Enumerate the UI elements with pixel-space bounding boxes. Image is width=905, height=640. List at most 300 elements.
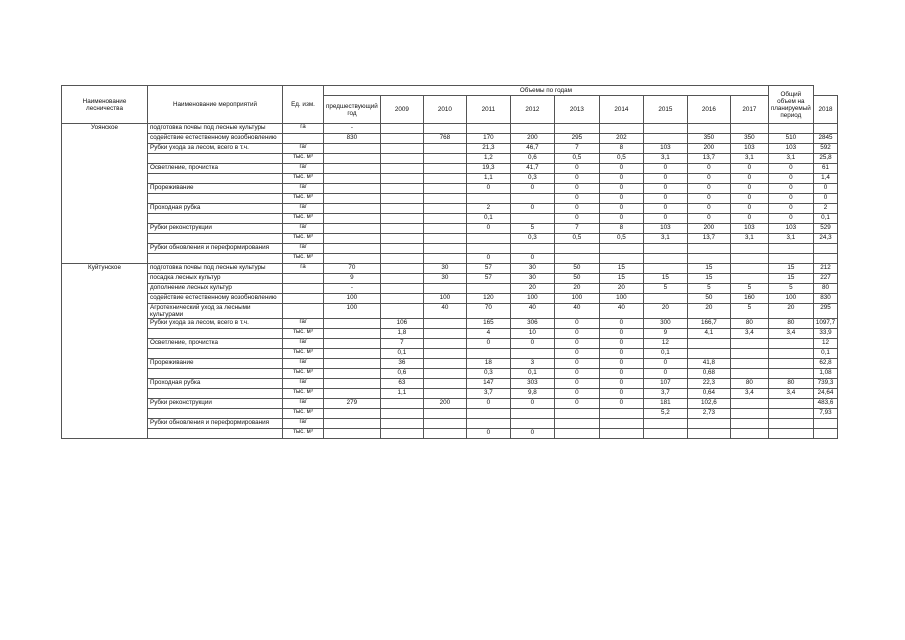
value-cell: 1,4 — [813, 174, 837, 184]
value-cell: 33,9 — [813, 329, 837, 339]
value-cell — [768, 244, 813, 254]
value-cell — [423, 284, 466, 294]
value-cell — [730, 124, 768, 134]
value-cell: 0 — [599, 359, 643, 369]
value-cell: 36 — [380, 359, 423, 369]
value-cell — [510, 214, 554, 224]
table-row — [62, 254, 838, 264]
value-cell: 100 — [768, 294, 813, 304]
value-cell: 20 — [768, 304, 813, 319]
value-cell — [380, 224, 423, 234]
value-cell — [423, 339, 466, 349]
activity-name: Прореживание — [148, 359, 283, 369]
value-cell — [510, 244, 554, 254]
value-cell: 0 — [599, 319, 643, 329]
value-cell — [324, 369, 381, 379]
value-cell: 0,1 — [813, 349, 837, 359]
table-row — [62, 349, 838, 359]
activity-name — [148, 409, 283, 419]
value-cell: 0 — [554, 349, 599, 359]
value-cell: - — [324, 124, 381, 134]
value-cell: 19,3 — [466, 164, 510, 174]
value-cell: 0 — [768, 184, 813, 194]
table-row — [62, 194, 838, 204]
value-cell: 592 — [813, 144, 837, 154]
activity-name: содействие естественному возобновлению — [148, 294, 283, 304]
value-cell — [423, 244, 466, 254]
activity-name: посадка лесных культур — [148, 274, 283, 284]
activity-name: Агротехнический уход за лесными культурами — [148, 304, 283, 319]
activity-name — [148, 349, 283, 359]
value-cell — [380, 184, 423, 194]
unit-cell: тыс. м³ — [283, 234, 324, 244]
unit-cell: тыс. м³ — [283, 389, 324, 399]
value-cell: 0 — [687, 204, 730, 214]
value-cell: 0,5 — [599, 154, 643, 164]
value-cell: 0 — [643, 214, 687, 224]
value-cell: 15 — [768, 274, 813, 284]
unit-cell: га — [283, 124, 324, 134]
header-prev-year: предшествующий год — [324, 96, 381, 124]
value-cell — [687, 429, 730, 439]
value-cell: 62,8 — [813, 359, 837, 369]
value-cell: 200 — [423, 399, 466, 409]
value-cell: 13,7 — [687, 234, 730, 244]
activity-name: Рубки реконструкции — [148, 224, 283, 234]
value-cell: 4 — [466, 329, 510, 339]
value-cell: 7 — [554, 224, 599, 234]
activity-name: подготовка почвы под лесные культуры — [148, 124, 283, 134]
value-cell — [466, 349, 510, 359]
value-cell — [324, 214, 381, 224]
value-cell: 0 — [687, 164, 730, 174]
value-cell — [423, 319, 466, 329]
value-cell — [423, 379, 466, 389]
table-row — [62, 419, 838, 429]
value-cell: 102,6 — [687, 399, 730, 409]
value-cell: 63 — [380, 379, 423, 389]
value-cell: 212 — [813, 264, 837, 274]
value-cell: 295 — [554, 134, 599, 144]
value-cell: 107 — [643, 379, 687, 389]
value-cell: 0,6 — [380, 369, 423, 379]
header-year: 2009 — [380, 96, 423, 124]
value-cell — [423, 194, 466, 204]
value-cell — [380, 144, 423, 154]
value-cell — [687, 339, 730, 349]
value-cell: 103 — [643, 144, 687, 154]
unit-cell: га/ — [283, 379, 324, 389]
value-cell — [423, 174, 466, 184]
value-cell — [380, 284, 423, 294]
value-cell: 40 — [423, 304, 466, 319]
value-cell: 306 — [510, 319, 554, 329]
value-cell — [324, 419, 381, 429]
unit-cell — [283, 134, 324, 144]
value-cell — [380, 134, 423, 144]
value-cell: 0 — [599, 164, 643, 174]
value-cell: 303 — [510, 379, 554, 389]
header-total: Общий объем на планируемый период — [768, 86, 813, 124]
activity-name: Проходная рубка — [148, 379, 283, 389]
value-cell: 2 — [813, 204, 837, 214]
value-cell: 21,3 — [466, 144, 510, 154]
value-cell — [324, 154, 381, 164]
value-cell — [730, 429, 768, 439]
header-year: 2011 — [466, 96, 510, 124]
table-row — [62, 174, 838, 184]
unit-cell: тыс. м³ — [283, 194, 324, 204]
value-cell: 57 — [466, 264, 510, 274]
value-cell: 0 — [730, 174, 768, 184]
value-cell — [768, 399, 813, 409]
value-cell: 3,7 — [643, 389, 687, 399]
value-cell: 3,4 — [768, 389, 813, 399]
value-cell — [730, 419, 768, 429]
forestry-name: Куйтунское — [62, 264, 148, 439]
value-cell: 0,64 — [687, 389, 730, 399]
value-cell: 7 — [554, 144, 599, 154]
value-cell — [423, 204, 466, 214]
value-cell: 120 — [466, 294, 510, 304]
value-cell: 0,1 — [466, 214, 510, 224]
value-cell: 4,1 — [687, 329, 730, 339]
table-row — [62, 144, 838, 154]
value-cell: 0 — [554, 174, 599, 184]
activity-name: Проходная рубка — [148, 204, 283, 214]
table-row — [62, 184, 838, 194]
value-cell: 24,64 — [813, 389, 837, 399]
value-cell — [423, 429, 466, 439]
value-cell: 279 — [324, 399, 381, 409]
value-cell: 50 — [554, 264, 599, 274]
value-cell: 3,1 — [768, 234, 813, 244]
value-cell: 8 — [599, 144, 643, 154]
value-cell: 2,73 — [687, 409, 730, 419]
value-cell: 0 — [554, 319, 599, 329]
unit-cell: тыс. м³ — [283, 369, 324, 379]
value-cell — [466, 284, 510, 294]
table-row — [62, 379, 838, 389]
value-cell — [423, 359, 466, 369]
value-cell: 0,5 — [599, 234, 643, 244]
value-cell: 100 — [324, 304, 381, 319]
header-by-years: Объемы по годам — [324, 86, 769, 96]
value-cell: 0 — [554, 389, 599, 399]
value-cell: 0 — [554, 329, 599, 339]
value-cell: 0 — [599, 399, 643, 409]
value-cell: 165 — [466, 319, 510, 329]
value-cell: 30 — [510, 264, 554, 274]
activity-name: Рубки ухода за лесом, всего в т.ч. — [148, 319, 283, 329]
value-cell — [380, 264, 423, 274]
unit-cell — [283, 294, 324, 304]
table-row — [62, 164, 838, 174]
value-cell: 12 — [813, 339, 837, 349]
value-cell — [423, 419, 466, 429]
value-cell: 0 — [599, 194, 643, 204]
value-cell: 0,5 — [554, 154, 599, 164]
value-cell: 103 — [768, 144, 813, 154]
activity-name — [148, 389, 283, 399]
value-cell — [687, 124, 730, 134]
value-cell — [643, 134, 687, 144]
value-cell: 7 — [380, 339, 423, 349]
value-cell: 5 — [687, 284, 730, 294]
value-cell: 15 — [687, 274, 730, 284]
value-cell — [730, 349, 768, 359]
value-cell: 80 — [768, 319, 813, 329]
value-cell: 40 — [554, 304, 599, 319]
value-cell — [768, 369, 813, 379]
value-cell: 12 — [643, 339, 687, 349]
value-cell — [324, 164, 381, 174]
value-cell: 0 — [599, 379, 643, 389]
value-cell — [324, 234, 381, 244]
unit-cell — [283, 274, 324, 284]
value-cell — [510, 409, 554, 419]
value-cell: 0 — [554, 204, 599, 214]
value-cell: 100 — [510, 294, 554, 304]
value-cell: 3,1 — [768, 154, 813, 164]
value-cell: 0 — [687, 194, 730, 204]
value-cell: 3,1 — [643, 154, 687, 164]
value-cell: 0 — [687, 214, 730, 224]
value-cell — [324, 359, 381, 369]
value-cell — [466, 124, 510, 134]
value-cell — [599, 124, 643, 134]
value-cell: 5 — [730, 304, 768, 319]
value-cell: 0 — [466, 224, 510, 234]
value-cell — [768, 339, 813, 349]
value-cell: 70 — [324, 264, 381, 274]
value-cell: 0 — [643, 174, 687, 184]
value-cell — [380, 304, 423, 319]
value-cell: 103 — [643, 224, 687, 234]
value-cell: 0 — [643, 164, 687, 174]
value-cell: 100 — [599, 294, 643, 304]
header-unit: Ед. изм. — [283, 86, 324, 124]
table-row — [62, 284, 838, 294]
unit-cell: тыс. м³ — [283, 409, 324, 419]
value-cell: 3,1 — [730, 154, 768, 164]
value-cell: 0 — [466, 429, 510, 439]
value-cell: 0 — [510, 429, 554, 439]
table-row — [62, 389, 838, 399]
value-cell: 103 — [768, 224, 813, 234]
header-year: 2015 — [643, 96, 687, 124]
value-cell — [554, 124, 599, 134]
value-cell — [768, 409, 813, 419]
value-cell: 0,1 — [643, 349, 687, 359]
value-cell: 70 — [466, 304, 510, 319]
value-cell: 0 — [510, 184, 554, 194]
unit-cell — [283, 284, 324, 294]
value-cell: 0 — [466, 254, 510, 264]
value-cell — [324, 429, 381, 439]
value-cell: 50 — [554, 274, 599, 284]
activity-name — [148, 369, 283, 379]
value-cell — [687, 349, 730, 359]
value-cell: 0,1 — [813, 214, 837, 224]
value-cell: 350 — [730, 134, 768, 144]
value-cell — [324, 339, 381, 349]
value-cell: 202 — [599, 134, 643, 144]
value-cell — [324, 254, 381, 264]
value-cell — [466, 194, 510, 204]
activity-name: Рубки реконструкции — [148, 399, 283, 409]
value-cell — [466, 244, 510, 254]
value-cell: 768 — [423, 134, 466, 144]
value-cell: 30 — [423, 274, 466, 284]
value-cell: 0 — [599, 174, 643, 184]
value-cell: 0 — [554, 194, 599, 204]
value-cell — [730, 369, 768, 379]
header-year: 2013 — [554, 96, 599, 124]
value-cell: - — [324, 284, 381, 294]
forestry-volume-table — [61, 85, 838, 439]
value-cell — [423, 329, 466, 339]
unit-cell: тыс. м³ — [283, 349, 324, 359]
value-cell — [466, 419, 510, 429]
table-row — [62, 264, 838, 274]
unit-cell: тыс. м³ — [283, 154, 324, 164]
value-cell: 3,4 — [768, 329, 813, 339]
header-year: 2014 — [599, 96, 643, 124]
value-cell: 80 — [730, 379, 768, 389]
value-cell: 5 — [510, 224, 554, 234]
value-cell: 0 — [768, 214, 813, 224]
value-cell: 300 — [643, 319, 687, 329]
value-cell — [643, 419, 687, 429]
value-cell: 0 — [599, 204, 643, 214]
value-cell: 0 — [510, 339, 554, 349]
value-cell: 0 — [768, 204, 813, 214]
value-cell — [380, 274, 423, 284]
value-cell: 100 — [423, 294, 466, 304]
value-cell: 295 — [813, 304, 837, 319]
value-cell: 0 — [554, 399, 599, 409]
value-cell: 0 — [643, 369, 687, 379]
value-cell: 350 — [687, 134, 730, 144]
value-cell — [324, 319, 381, 329]
value-cell — [380, 419, 423, 429]
value-cell: 830 — [324, 134, 381, 144]
value-cell — [730, 274, 768, 284]
value-cell — [324, 244, 381, 254]
activity-name: Рубки обновления и переформирования — [148, 244, 283, 254]
value-cell: 7,93 — [813, 409, 837, 419]
value-cell — [643, 264, 687, 274]
value-cell: 0 — [554, 359, 599, 369]
value-cell — [599, 254, 643, 264]
value-cell: 9 — [643, 329, 687, 339]
value-cell: 0 — [813, 194, 837, 204]
value-cell: 103 — [730, 144, 768, 154]
value-cell: 5 — [730, 284, 768, 294]
value-cell: 5,2 — [643, 409, 687, 419]
value-cell — [510, 349, 554, 359]
value-cell — [466, 234, 510, 244]
value-cell: 0 — [599, 349, 643, 359]
value-cell: 0 — [813, 184, 837, 194]
value-cell: 15 — [687, 264, 730, 274]
value-cell: 3,4 — [730, 329, 768, 339]
value-cell — [324, 329, 381, 339]
value-cell: 0 — [510, 254, 554, 264]
table-row — [62, 409, 838, 419]
value-cell: 0 — [643, 194, 687, 204]
header-year: 2010 — [423, 96, 466, 124]
value-cell — [730, 399, 768, 409]
value-cell — [730, 264, 768, 274]
value-cell — [324, 184, 381, 194]
value-cell — [510, 419, 554, 429]
value-cell — [643, 254, 687, 264]
value-cell — [423, 369, 466, 379]
value-cell: 15 — [599, 274, 643, 284]
activity-name: Рубки обновления и переформирования — [148, 419, 283, 429]
value-cell — [730, 409, 768, 419]
value-cell: 0 — [643, 359, 687, 369]
data-table — [61, 85, 838, 439]
value-cell — [510, 194, 554, 204]
value-cell — [643, 294, 687, 304]
value-cell: 40 — [510, 304, 554, 319]
value-cell — [554, 254, 599, 264]
value-cell — [380, 174, 423, 184]
value-cell — [687, 254, 730, 264]
value-cell — [768, 349, 813, 359]
activity-name: подготовка почвы под лесные культуры — [148, 264, 283, 274]
value-cell — [554, 429, 599, 439]
value-cell: 147 — [466, 379, 510, 389]
value-cell: 80 — [730, 319, 768, 329]
value-cell: 40 — [599, 304, 643, 319]
value-cell — [554, 419, 599, 429]
value-cell — [423, 214, 466, 224]
value-cell: 20 — [510, 284, 554, 294]
value-cell: 0 — [466, 339, 510, 349]
value-cell: 57 — [466, 274, 510, 284]
value-cell: 0 — [730, 164, 768, 174]
value-cell: 20 — [643, 304, 687, 319]
value-cell: 15 — [599, 264, 643, 274]
unit-cell: га/ — [283, 399, 324, 409]
value-cell — [380, 254, 423, 264]
unit-cell: га — [283, 264, 324, 274]
table-row — [62, 234, 838, 244]
value-cell — [554, 409, 599, 419]
unit-cell: га/ — [283, 204, 324, 214]
table-row — [62, 274, 838, 284]
value-cell: 200 — [687, 144, 730, 154]
unit-cell: тыс. м³ — [283, 174, 324, 184]
value-cell: 3,7 — [466, 389, 510, 399]
value-cell — [554, 244, 599, 254]
value-cell: 0 — [599, 329, 643, 339]
value-cell — [423, 164, 466, 174]
value-cell: 13,7 — [687, 154, 730, 164]
value-cell: 50 — [687, 294, 730, 304]
value-cell: 0 — [599, 214, 643, 224]
value-cell: 0,6 — [510, 154, 554, 164]
activity-name: дополнение лесных культур — [148, 284, 283, 294]
value-cell — [813, 419, 837, 429]
value-cell — [730, 339, 768, 349]
value-cell — [324, 349, 381, 359]
value-cell — [643, 124, 687, 134]
